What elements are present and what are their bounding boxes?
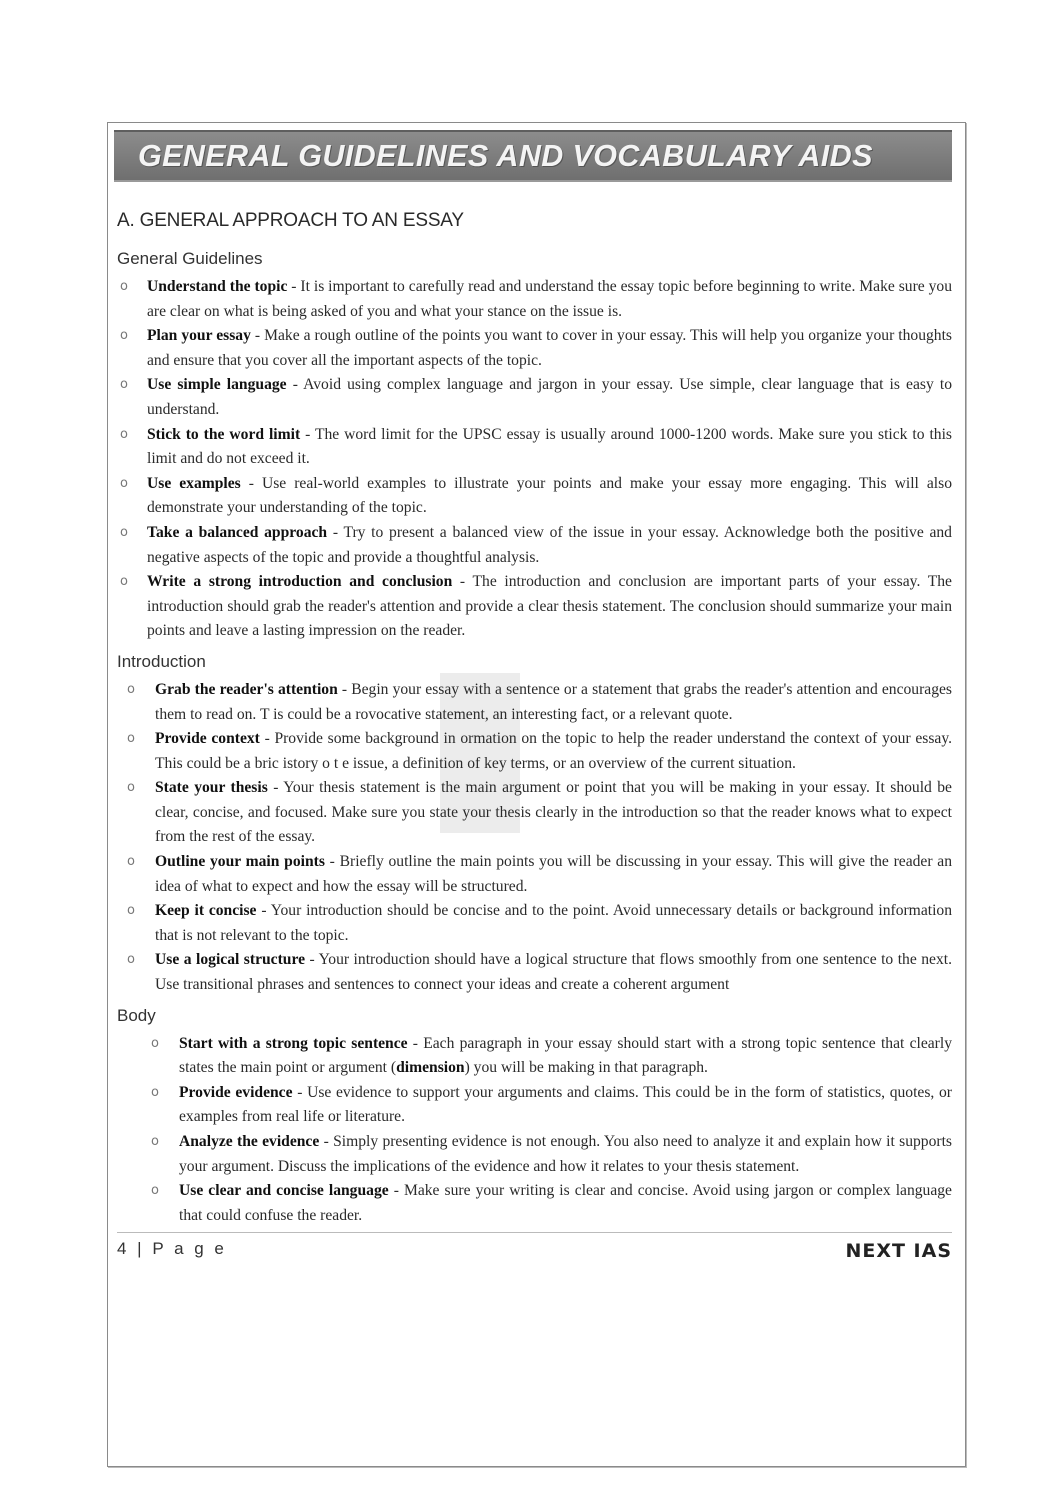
bullet-icon: o (127, 952, 135, 968)
item-term: Write a strong introduction and conclusion (147, 573, 453, 591)
item-term: Analyze the evidence (179, 1133, 320, 1150)
list-item (117, 678, 952, 727)
list-item (117, 727, 952, 776)
bullet-icon: o (127, 780, 135, 796)
bullet-icon: o (127, 731, 135, 747)
item-text: - Make sure your writing is clear and concise. Avoid using jargon or complex language that could confuse the reader. (179, 1182, 952, 1224)
introduction-heading: Introduction (117, 651, 206, 671)
bullet-icon: o (151, 1183, 159, 1199)
bullet-icon: o (151, 1035, 159, 1051)
list-item (117, 423, 952, 472)
bullet-icon: o (151, 1134, 159, 1149)
list-item (117, 521, 952, 570)
list-item (117, 1032, 952, 1081)
section-title: A. GENERAL APPROACH TO AN ESSAY (117, 210, 464, 231)
item-text: - Make a rough outline of the points you want to cover in your essay. This will help you organize your thoughts and ensure that you cover all the important aspects of the topic. (147, 327, 952, 369)
list-item (117, 776, 952, 850)
list-item (117, 1130, 952, 1179)
page-number: 4 | P a g e (117, 1239, 227, 1258)
bullet-icon: o (151, 1084, 159, 1100)
chapter-banner (114, 130, 952, 182)
bullet-icon: o (127, 903, 135, 919)
item-text: - Begin your essay with a sentence or a statement that grabs the reader's attention and encourages them to read on. T is could be a rovocative statement, an interesting fact, or a relevant quote. (155, 680, 953, 723)
item-text: - Your introduction should be concise and to the point. Avoid unnecessary details or background information that is not relevant to the topic. (155, 902, 952, 944)
list-item (117, 1081, 952, 1130)
item-term: Grab the reader's attention (155, 680, 338, 698)
item-term: Use simple language (147, 376, 287, 394)
bullet-icon: o (127, 854, 135, 870)
item-term: Provide evidence (179, 1083, 293, 1101)
item-term: Take a balanced approach (147, 523, 328, 541)
item-term: Use a logical structure (155, 951, 306, 969)
item-text: - Simply presenting evidence is not enough. You also need to analyze it and explain how it supports your argument. Discuss the implications of the evidence and how it relates to your thesis statement. (179, 1133, 952, 1175)
item-term: Stick to the word limit (147, 425, 301, 443)
list-item (117, 1179, 952, 1228)
item-text: - It is important to carefully read and understand the essay topic before beginning to write. Make sure you are clear on what is being asked of you and what your stance on the issue is. (147, 278, 952, 320)
item-term: Keep it concise (155, 902, 257, 920)
general-guidelines-heading: General Guidelines (117, 249, 263, 268)
general-guidelines-list (117, 275, 952, 644)
body-heading: Body (117, 1005, 156, 1025)
item-term: Use clear and concise language (179, 1182, 389, 1200)
item-term: Understand the topic (147, 278, 288, 295)
footer-divider (117, 1232, 952, 1233)
bullet-icon: o (127, 681, 135, 697)
bullet-icon: o (120, 328, 128, 344)
bullet-icon: o (120, 475, 128, 491)
bullet-icon: o (120, 426, 128, 442)
item-text: - The introduction and conclusion are important parts of your essay. The introduction should grab the reader's attention and provide a clear thesis statement. The conclusion should summarize your main points and leave a lasting impression on the reader. (147, 573, 952, 640)
item-text: - Your introduction should have a logical structure that flows smoothly from one sentence to the next. Use transitional phrases and sentences to connect your ideas and create a coherent argument (155, 951, 952, 994)
list-item (117, 570, 952, 644)
item-text: - Use evidence to support your arguments and claims. This could be in the form of statistics, quotes, or examples from real life or literature. (179, 1083, 952, 1126)
item-term: Use examples (147, 474, 241, 492)
bullet-icon: o (120, 524, 128, 540)
chapter-title: GENERAL GUIDELINES AND VOCABULARY AIDS (138, 139, 873, 173)
page-footer (117, 1232, 952, 1262)
list-item (117, 948, 952, 997)
item-text: - Try to present a balanced view of the issue in your essay. Acknowledge both the positive and negative aspects of the topic and provide a thoughtful analysis. (147, 523, 952, 566)
list-item (117, 373, 952, 422)
item-text: - Briefly outline the main points you will be discussing in your essay. This will give the reader an idea of what to expect and how the essay will be structured. (155, 853, 952, 895)
list-item (117, 275, 952, 324)
list-item (117, 324, 952, 373)
item-term: State your thesis (155, 779, 268, 797)
item-text: - The word limit for the UPSC essay is usually around 1000-1200 words. Make sure you stick to this limit and do not exceed it. (147, 425, 952, 468)
item-term: Start with a strong topic sentence (179, 1034, 408, 1052)
item-text: - Your thesis statement is the main argument or point that you will be making in your essay. It should be clear, concise, and focused. Make sure you state your thesis clearly in the introduction so that the reader knows what to expect from the rest of the essay. (155, 779, 952, 846)
item-text: - Avoid using complex language and jargon in your essay. Use simple, clear language that is easy to understand. (147, 376, 952, 418)
brand-logo: NEXT IAS (845, 1240, 952, 1262)
item-text: - Use real-world examples to illustrate your points and make your essay more engaging. This will also demonstrate your understanding of the topic. (147, 474, 952, 517)
item-emphasis: dimension (396, 1059, 465, 1077)
page-content (117, 210, 952, 1228)
bullet-icon: o (120, 279, 128, 294)
body-list (117, 1032, 952, 1229)
item-term: Provide context (155, 730, 260, 748)
item-text: - Each paragraph in your essay should start with a strong topic sentence that clearly states the main point or argument ( (179, 1034, 952, 1077)
list-item (117, 899, 952, 948)
item-term: Plan your essay (147, 327, 251, 345)
bullet-icon: o (120, 574, 128, 590)
item-text: - Provide some background in ormation on the topic to help the reader understand the context of your essay. This could be a bric istory o t e issue, a definition of key terms, or an overview of the current situation. (155, 730, 952, 772)
list-item (117, 850, 952, 899)
item-text-cont: ) you will be making in that paragraph. (464, 1059, 708, 1077)
bullet-icon: o (120, 377, 128, 393)
list-item (117, 472, 952, 521)
introduction-list (117, 678, 952, 998)
item-term: Outline your main points (155, 853, 325, 871)
